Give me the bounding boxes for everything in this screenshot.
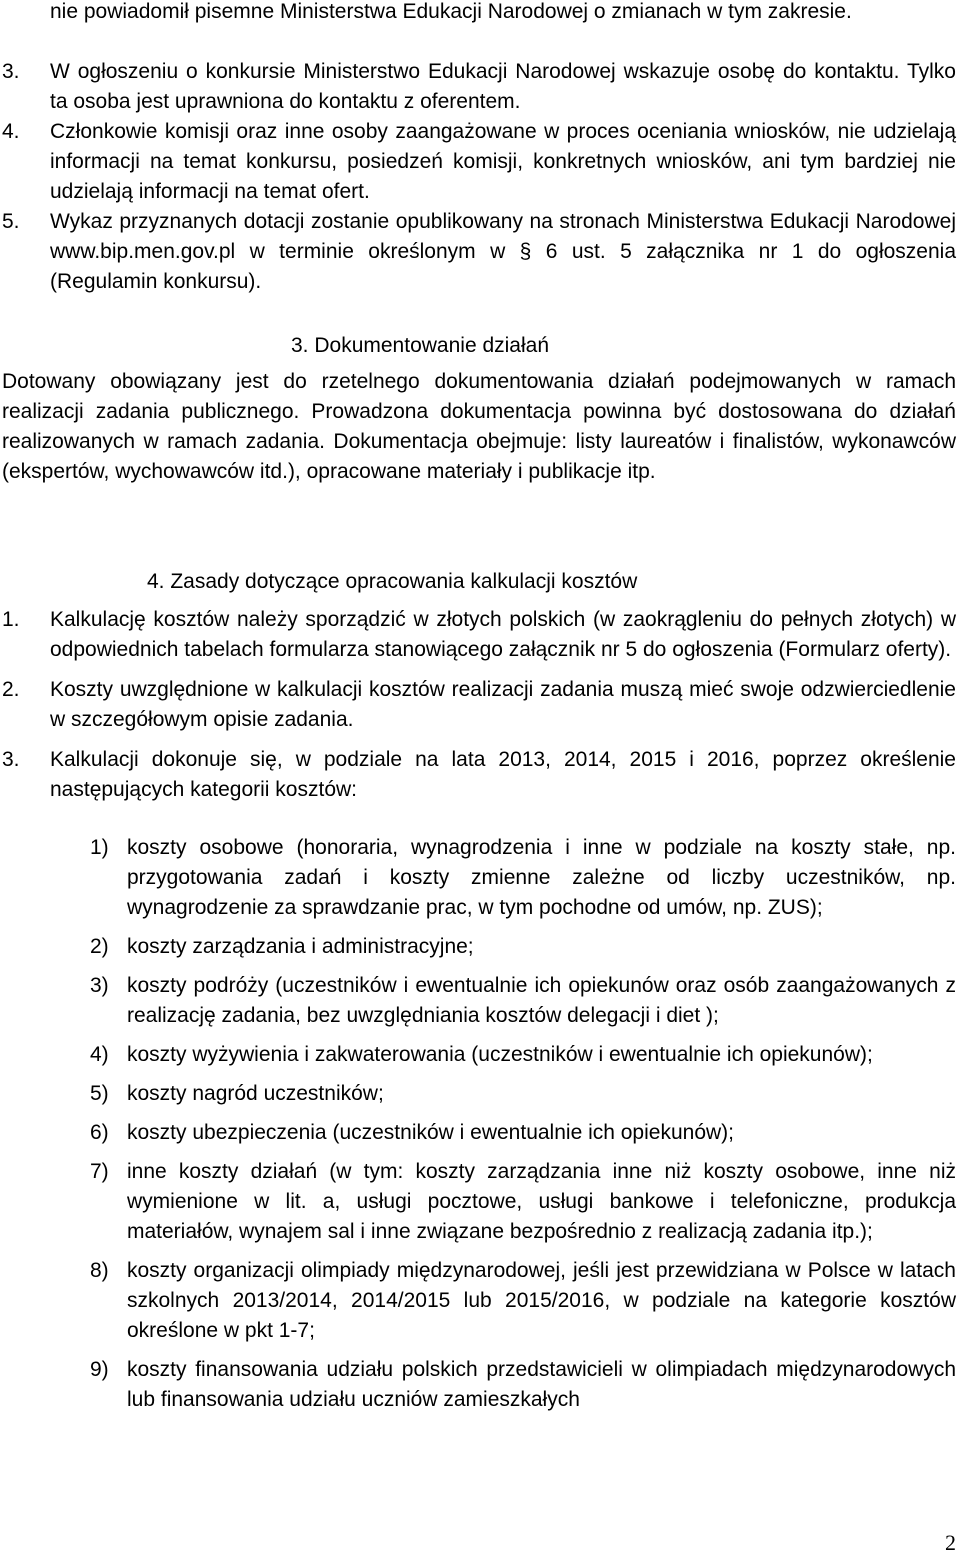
item-text: koszty ubezpieczenia (uczestników i ewentualnie ich opiekunów); <box>127 1121 734 1144</box>
section3-heading <box>291 331 549 361</box>
item-number: 3. <box>2 60 20 83</box>
item-text: Kalkulację kosztów należy sporządzić w złotych polskich (w zaokrągleniu do pełnych złotych) w odpowiednich tabelach formularza stanowiącego załącznik nr 5 do ogłoszenia (Formularz oferty). <box>50 608 956 661</box>
item-number: 5) <box>90 1082 109 1105</box>
list-item <box>90 1079 956 1109</box>
item-text: W ogłoszeniu o konkursie Ministerstwo Edukacji Narodowej wskazuje osobę do kontaktu. Tylko ta osoba jest uprawniona do kontaktu z oferentem. <box>50 60 956 113</box>
list-item <box>2 117 956 207</box>
item-number: 2) <box>90 935 109 958</box>
cost-categories-list <box>90 833 956 1415</box>
item-text: Koszty uwzględnione w kalkulacji kosztów realizacji zadania muszą mieć swoje odzwierciedlenie w szczegółowym opisie zadania. <box>50 678 956 731</box>
item-number: 7) <box>90 1160 109 1183</box>
item-number: 8) <box>90 1259 109 1282</box>
item-number: 1. <box>2 608 20 631</box>
list-item <box>90 833 956 923</box>
item-number: 9) <box>90 1358 109 1381</box>
item-text: koszty wyżywienia i zakwaterowania (uczestników i ewentualnie ich opiekunów); <box>127 1043 873 1066</box>
item-number: 4. <box>2 120 20 143</box>
heading-number: 4. <box>147 570 165 593</box>
list-item <box>90 1118 956 1148</box>
item-number: 3. <box>2 748 20 771</box>
section4-list <box>2 605 956 815</box>
intro-line: nie powiadomił pisemne Ministerstwa Edukacji Narodowej o zmianach w tym zakresie. <box>50 0 852 23</box>
intro-text <box>50 0 956 27</box>
list-item <box>90 1157 956 1247</box>
list-item <box>90 971 956 1031</box>
list-item <box>2 745 956 805</box>
item-number: 5. <box>2 210 20 233</box>
item-text: koszty osobowe (honoraria, wynagrodzenia i inne w podziale na koszty stałe, np. przygotowania zadań i koszty zmienne zależne od liczby uczestników, np. wynagrodzenie za sprawdzanie prac, w tym pochodne od umów, np. ZUS); <box>127 836 956 919</box>
section2-list <box>2 57 956 297</box>
item-text: koszty podróży (uczestników i ewentualnie ich opiekunów oraz osób zaangażowanych z realizację zadania, bez uwzględniania kosztów delegacji i diet ); <box>127 974 956 1027</box>
item-number: 6) <box>90 1121 109 1144</box>
item-text: inne koszty działań (w tym: koszty zarządzania inne niż koszty osobowe, inne niż wymienione w lit. a, usługi pocztowe, usługi bankowe i telefoniczne, produkcja materiałów, wynajem sal i inne związane bezpośrednio z realizacją zadania itp.); <box>127 1160 956 1243</box>
section3-paragraph <box>2 367 956 487</box>
item-number: 1) <box>90 836 109 859</box>
item-number: 2. <box>2 678 20 701</box>
paragraph-text: Dotowany obowiązany jest do rzetelnego dokumentowania działań podejmowanych w ramach realizacji zadania publicznego. Prowadzona dokumentacja powinna być dostosowana do działań realizowanych w ramach zadania. Dokumentacja obejmuje: listy laureatów i finalistów, wykonawców (ekspertów, wychowawców itd.), opracowane materiały i publikacje itp. <box>2 370 956 483</box>
item-text: koszty organizacji olimpiady międzynarodowej, jeśli jest przewidziana w Polsce w latach szkolnych 2013/2014, 2014/2015 lub 2015/2016, w podziale na kategorie kosztów określone w pkt 1-7; <box>127 1259 956 1342</box>
list-item <box>90 1355 956 1415</box>
item-text: koszty finansowania udziału polskich przedstawicieli w olimpiadach międzynarodowych lub finansowania udziału uczniów zamieszkałych <box>127 1358 956 1411</box>
item-text: koszty nagród uczestników; <box>127 1082 384 1105</box>
list-item <box>90 1040 956 1070</box>
item-text: Członkowie komisji oraz inne osoby zaangażowane w proces oceniania wniosków, nie udzielają informacji na temat konkursu, posiedzeń komisji, konkretnych wniosków, ani tym bardziej nie udzielają informacji na temat ofert. <box>50 120 956 203</box>
item-text: koszty zarządzania i administracyjne; <box>127 935 474 958</box>
heading-number: 3. <box>291 334 309 357</box>
page-number: 2 <box>945 1530 956 1555</box>
list-item <box>2 675 956 735</box>
item-number: 3) <box>90 974 109 997</box>
list-item <box>2 605 956 665</box>
item-text: Kalkulacji dokonuje się, w podziale na lata 2013, 2014, 2015 i 2016, poprzez określenie następujących kategorii kosztów: <box>50 748 956 801</box>
list-item <box>2 207 956 297</box>
list-item <box>90 932 956 962</box>
section4-heading <box>147 567 637 597</box>
item-text: Wykaz przyznanych dotacji zostanie opublikowany na stronach Ministerstwa Edukacji Narodowej www.bip.men.gov.pl w terminie określonym w § 6 ust. 5 załącznika nr 1 do ogłoszenia (Regulamin konkursu). <box>50 210 956 293</box>
list-item <box>90 1256 956 1346</box>
heading-text: Zasady dotyczące opracowania kalkulacji kosztów <box>170 570 638 593</box>
item-number: 4) <box>90 1043 109 1066</box>
heading-text: Dokumentowanie działań <box>314 334 549 357</box>
list-item <box>2 57 956 117</box>
